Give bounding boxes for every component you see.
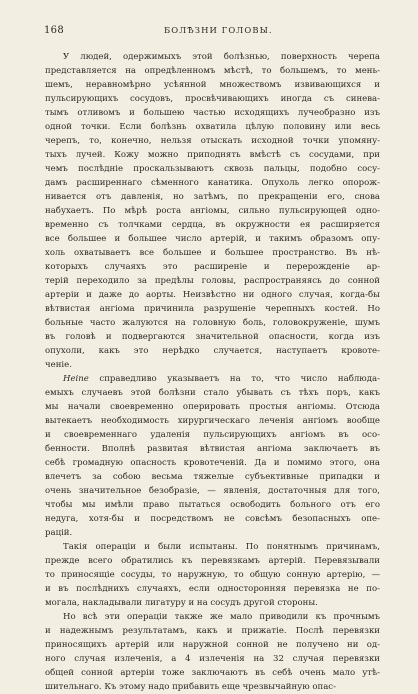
text-line xyxy=(45,652,380,666)
line-text: У людей, одержимыхъ этой болѣзнью, поверхность черепа xyxy=(63,52,380,62)
line-text: и въ послѣднихъ случаяхъ, если односторонняя перевязка не по- xyxy=(45,584,380,594)
line-text: рацій. xyxy=(45,528,73,538)
text-line xyxy=(45,190,380,204)
text-line xyxy=(45,358,380,372)
line-text: набухаетъ. По мѣрѣ роста ангіомы, сильно пульсирующей одно- xyxy=(45,206,380,216)
line-text: представляется на опредѣленномъ мѣстѣ, то большемъ, то мень- xyxy=(45,66,380,76)
line-text: приносящихъ артерій или наружной сонной не получено ни од- xyxy=(45,640,380,650)
text-line xyxy=(45,526,380,540)
line-text: опухоли, какъ это нерѣдко случается, наступаетъ кровоте- xyxy=(45,346,380,356)
line-text: все большее и большее число артерій, и такимъ образомъ опу- xyxy=(45,234,380,244)
line-text: недуга, хотя-бы и посредствомъ не совсѣмъ безопасныхъ опе- xyxy=(45,514,380,524)
line-text: прежде всего обратились къ перевязкамъ артерій. Перевязывали xyxy=(45,556,380,566)
text-line xyxy=(45,400,380,414)
text-line xyxy=(45,666,380,680)
text-line xyxy=(45,232,380,246)
line-text: шительнаго. Къ этому надо прибавить еще чрезвычайную опас- xyxy=(45,682,336,692)
line-text: ченіе. xyxy=(45,360,72,370)
line-text: могала, накладывали лигатуру и на сосудъ другой стороны. xyxy=(45,598,318,608)
text-line xyxy=(45,330,380,344)
line-text: артеріи и даже до аорты. Неизвѣстно ни одного случая, когда-бы xyxy=(45,290,380,300)
line-text: пульсирующихъ сосудовъ, просвѣчивающихъ иногда съ синева- xyxy=(45,94,380,104)
text-line xyxy=(45,680,380,694)
line-text: которыхъ случаяхъ это расширеніе и перерожденіе ар- xyxy=(45,262,380,272)
line-text: и своевременнаго удаленія пульсирующихъ ангіомъ въ осо- xyxy=(45,430,380,440)
page-number: 168 xyxy=(44,25,64,36)
line-text: нивается отъ давленія, но затѣмъ, по прекращеніи его, снова xyxy=(45,192,380,202)
text-line xyxy=(45,148,380,162)
line-text: тымъ отливомъ и большею частью исходящихъ лучеобразно изъ xyxy=(45,108,380,118)
text-line xyxy=(45,64,380,78)
text-line xyxy=(45,106,380,120)
line-text: дамъ расширеннаго сѣменного канатика. Опухоль легко опорож- xyxy=(45,178,380,188)
line-text: чемъ послѣдніе проскальзываютъ сквозь пальцы, подобно сосу- xyxy=(45,164,380,174)
line-text: очень значительное безобразіе, — явленія, достаточныя для того, xyxy=(45,486,380,496)
line-text: общей сонной артеріи тоже заключаютъ въ себѣ очень мало утѣ- xyxy=(45,668,380,678)
line-text: терій переходило за предѣлы головы, распространяясь до сонной xyxy=(45,276,380,286)
text-line xyxy=(45,386,380,400)
line-text: ного случая излеченія, а 4 излеченія на 32 случая перевязки xyxy=(45,654,380,664)
text-line xyxy=(45,456,380,470)
line-text: влечетъ за собою весьма тяжелые субъективные припадки и xyxy=(45,472,380,482)
text-line xyxy=(45,344,380,358)
text-line xyxy=(45,582,380,596)
text-line xyxy=(45,568,380,582)
text-line xyxy=(45,372,380,386)
text-line xyxy=(45,414,380,428)
text-line xyxy=(45,442,380,456)
line-text: себѣ громадную опасность кровотеченій. Да и помимо этого, она xyxy=(45,458,380,468)
line-text: Такія операціи и были испытаны. По понятнымъ причинамъ, xyxy=(63,542,380,552)
text-line xyxy=(45,498,380,512)
text-line xyxy=(45,302,380,316)
text-line xyxy=(45,596,380,610)
text-line xyxy=(45,162,380,176)
text-line xyxy=(45,246,380,260)
text-line xyxy=(45,610,380,624)
text-line xyxy=(45,134,380,148)
text-line xyxy=(45,176,380,190)
line-text: черепъ, то, конечно, нельзя отыскать исходной точки упомяну- xyxy=(45,136,380,146)
page-header xyxy=(44,25,384,39)
author-name: Heine xyxy=(63,374,89,384)
text-line xyxy=(45,204,380,218)
text-line xyxy=(45,470,380,484)
text-line xyxy=(45,78,380,92)
text-line xyxy=(45,540,380,554)
text-line xyxy=(45,428,380,442)
line-text: тыхъ лучей. Кожу можно приподнять вмѣстѣ съ сосудами, при xyxy=(45,150,380,160)
line-text: и надежнымъ результатамъ, какъ и прижатіе. Послѣ перевязки xyxy=(45,626,380,636)
text-line xyxy=(45,512,380,526)
running-head: БОЛѢЗНИ ГОЛОВЫ. xyxy=(164,25,273,35)
line-text: одной точки. Если болѣзнь охватила цѣлую половину или весь xyxy=(45,122,380,132)
line-text: емыхъ случаевъ этой болѣзни стало убывать съ тѣхъ поръ, какъ xyxy=(45,388,380,398)
text-line xyxy=(45,274,380,288)
line-text: то приносящіе сосуды, то наружную, то общую сонную артерію, — xyxy=(45,570,380,580)
line-text: чтобы мы имѣли право пытаться освободить больного отъ его xyxy=(45,500,380,510)
text-line xyxy=(45,218,380,232)
text-line xyxy=(45,92,380,106)
line-text: Но всѣ эти операціи также же мало приводили къ прочнымъ xyxy=(63,612,380,622)
line-text: въ головѣ и подвергаются значительной опасности, когда изъ xyxy=(45,332,380,342)
line-text: вытекаетъ необходимость хирургическаго леченія ангіомъ вообще xyxy=(45,416,380,426)
text-line xyxy=(45,554,380,568)
line-text: мы начали своевременно оперировать простыя ангіомы. Отсюда xyxy=(45,402,380,412)
line-text: бенности. Вполнѣ развитая вѣтвистая ангіома заключаетъ въ xyxy=(45,444,380,454)
text-line xyxy=(45,288,380,302)
line-text: временно съ толчками сердца, въ окружности ея расширяется xyxy=(45,220,380,230)
text-line xyxy=(45,260,380,274)
line-text: вѣтвистая ангіома причинила разрушеніе черепныхъ костей. Но xyxy=(45,304,380,314)
text-line xyxy=(45,120,380,134)
line-text: справедливо указываетъ на то, что число наблюда- xyxy=(88,374,380,384)
text-line xyxy=(45,50,380,64)
line-text: больные часто жалуются на головную боль, головокруженіе, шумъ xyxy=(45,318,380,328)
line-text: холь охватываетъ все большее и большее пространство. Въ нѣ- xyxy=(45,248,380,258)
text-line xyxy=(45,316,380,330)
line-text: шемъ, неравномѣрно усѣянной множествомъ извивающихся и xyxy=(45,80,380,90)
text-line xyxy=(45,484,380,498)
text-line xyxy=(45,624,380,638)
